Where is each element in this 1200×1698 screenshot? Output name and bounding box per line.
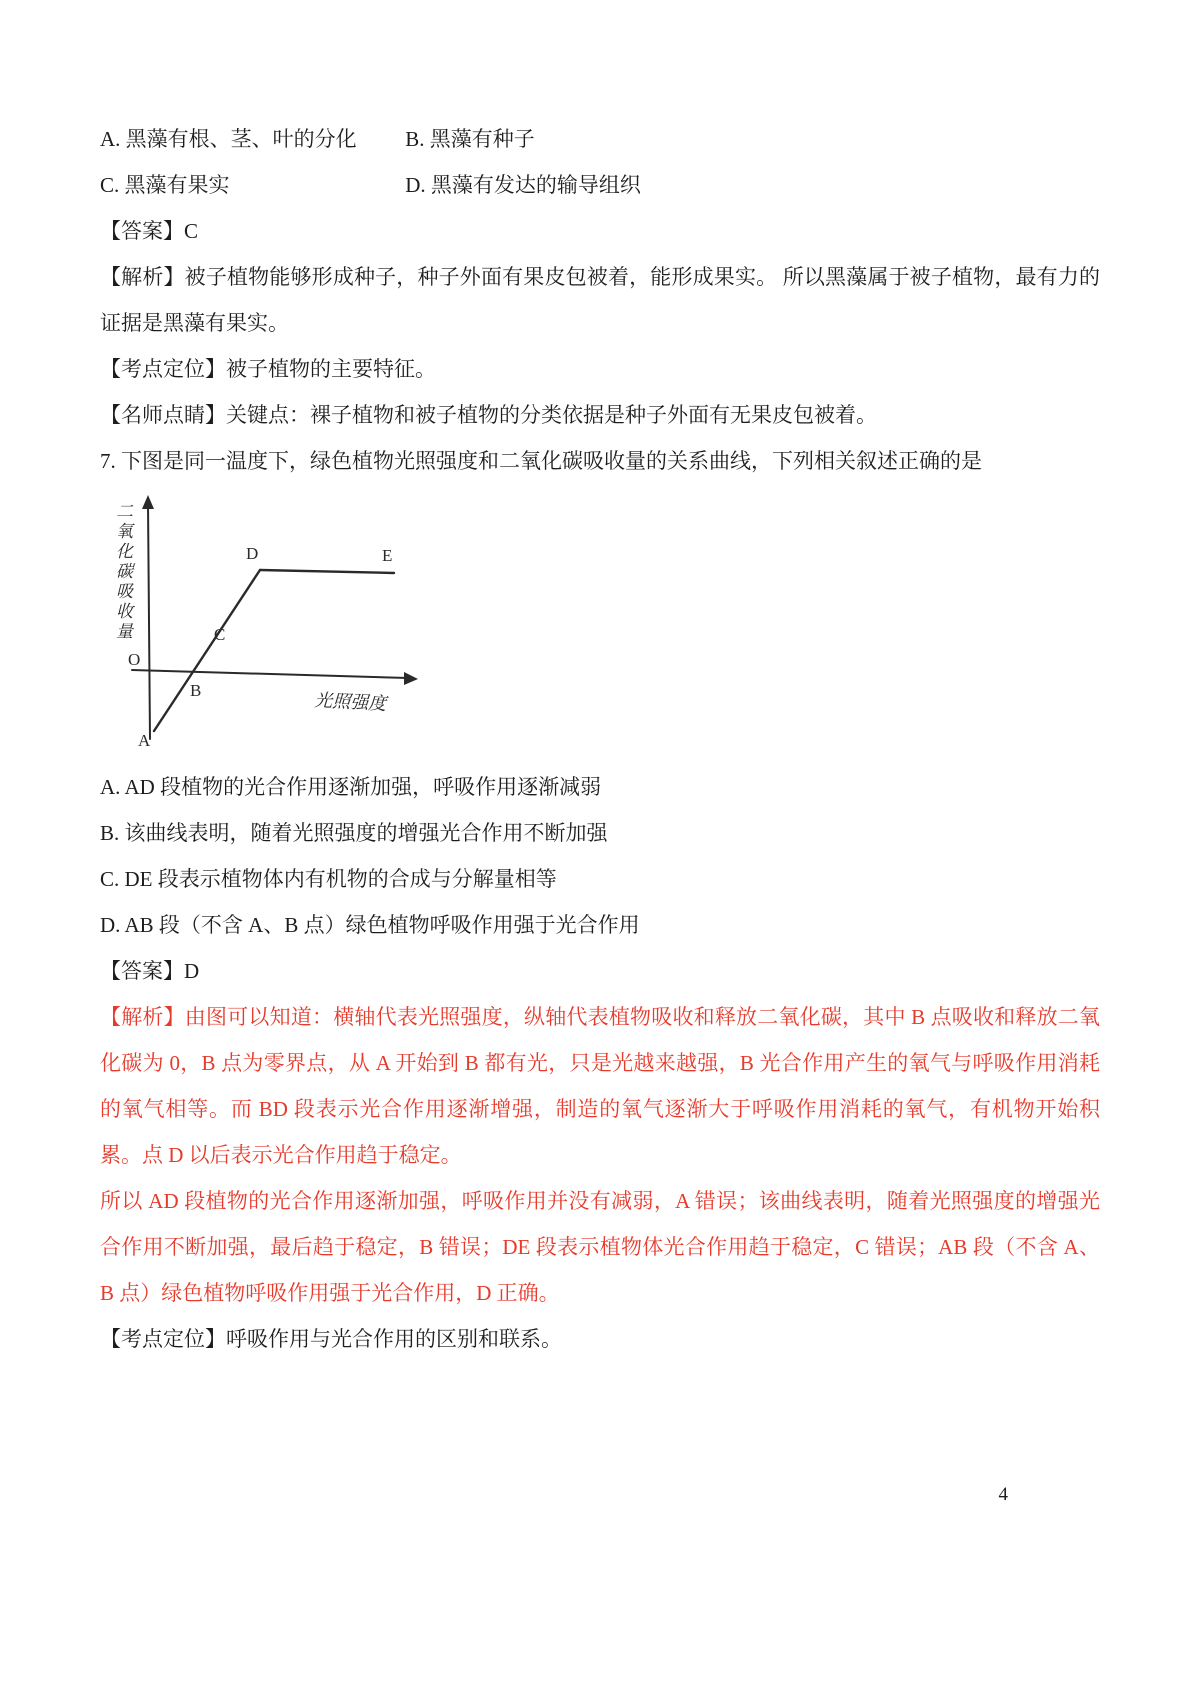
q6-answer: 【答案】C xyxy=(100,219,199,243)
q7-answer: 【答案】D xyxy=(100,959,200,983)
q6-teacher-tip: 【名师点睛】关键点：裸子植物和被子植物的分类依据是种子外面有无果皮包被着。 xyxy=(100,403,877,427)
q7-analysis-paragraph-1: 【解析】由图可以知道：横轴代表光照强度，纵轴代表植物吸收和释放二氧化碳，其中 B 点吸收和释放二氧化碳为 0，B 点为零界点，从 A 开始到 B 都有光，只是光越来越强，B 光合作用产生的氧气与呼吸作用消耗的氧气相等。而 BD 段表示光合作用逐渐增强，制造的氧气逐渐大于呼吸作用消耗的氧气，有机物开始积累。点 D 以后表示光合作用趋于稳定。 xyxy=(100,1005,1100,1167)
chart-point-label-d: D xyxy=(246,544,259,563)
q6-option-a: A. 黑藻有根、茎、叶的分化 xyxy=(100,127,357,151)
q6-options-row-1 xyxy=(100,116,1100,162)
q7-option-d: D. AB 段（不含 A、B 点）绿色植物呼吸作用强于光合作用 xyxy=(100,913,640,937)
q7-option-a: A. AD 段植物的光合作用逐渐加强，呼吸作用逐渐减弱 xyxy=(100,775,602,799)
x-axis-line xyxy=(132,670,408,678)
y-axis-line xyxy=(148,504,150,739)
q6-option-c: C. 黑藻有果实 xyxy=(100,173,230,197)
chart-y-axis-label: 二氧化碳吸收量 xyxy=(113,502,132,642)
chart-point-label-a: A xyxy=(138,731,151,750)
curve-flat-segment xyxy=(260,570,394,573)
q6-exam-point: 【考点定位】被子植物的主要特征。 xyxy=(100,357,436,381)
page-number: 4 xyxy=(998,1484,1008,1505)
q6-option-b: B. 黑藻有种子 xyxy=(405,127,535,151)
q7-analysis-paragraph-2: 所以 AD 段植物的光合作用逐渐加强，呼吸作用并没有减弱，A 错误；该曲线表明，随着光照强度的增强光合作用不断加强，最后趋于稳定，B 错误；DE 段表示植物体光合作用趋于稳定，C 错误；AB 段（不含 A、B 点）绿色植物呼吸作用强于光合作用，D 正确。 xyxy=(100,1189,1100,1305)
q7-option-c: C. DE 段表示植物体内有机物的合成与分解量相等 xyxy=(100,867,557,891)
q7-exam-point: 【考点定位】呼吸作用与光合作用的区别和联系。 xyxy=(100,1327,562,1351)
y-axis-arrow-icon xyxy=(142,495,154,509)
q6-options-row-2 xyxy=(100,162,1100,208)
chart-canvas xyxy=(102,490,502,756)
chart-point-label-b: B xyxy=(190,681,202,700)
x-axis-arrow-icon xyxy=(404,672,418,685)
chart-point-label-o: O xyxy=(128,650,141,669)
q7-figure-light-co2-chart xyxy=(102,490,502,756)
q7-stem: 7. 下图是同一温度下，绿色植物光照强度和二氧化碳吸收量的关系曲线，下列相关叙述正确的是 xyxy=(100,449,982,473)
q6-option-d: D. 黑藻有发达的输导组织 xyxy=(405,173,641,197)
q6-analysis: 【解析】被子植物能够形成种子，种子外面有果皮包被着，能形成果实。 所以黑藻属于被子植物，最有力的证据是黑藻有果实。 xyxy=(100,265,1100,335)
chart-point-label-c: C xyxy=(214,625,226,644)
curve-rising-segment xyxy=(154,570,260,731)
chart-point-label-e: E xyxy=(382,546,393,565)
q7-option-b: B. 该曲线表明，随着光照强度的增强光合作用不断加强 xyxy=(100,821,608,845)
chart-x-axis-label: 光照强度 xyxy=(313,690,387,714)
